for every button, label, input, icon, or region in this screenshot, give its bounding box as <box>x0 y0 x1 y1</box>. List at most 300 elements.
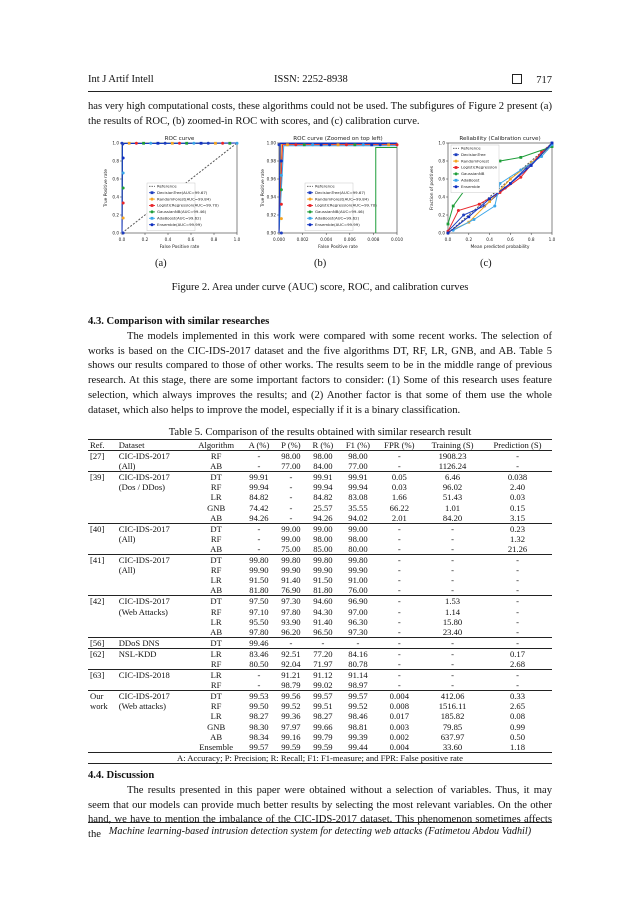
data-marker <box>488 197 491 200</box>
table-cell: 80.78 <box>348 658 368 669</box>
table-cell: 99.53 <box>243 691 276 702</box>
table-cell: - <box>257 461 261 472</box>
legend-entry: AdaBoost <box>461 177 480 183</box>
table-cell: - <box>377 670 423 681</box>
table-cell: - <box>397 658 401 669</box>
intro-paragraph <box>88 100 552 129</box>
table-row <box>88 482 552 492</box>
table-body <box>88 451 552 764</box>
table-cell: - <box>289 482 293 493</box>
table-cell <box>117 722 190 732</box>
table-cell: 6.46 <box>422 472 483 483</box>
table-cell <box>88 575 117 585</box>
table-cell: 81.80 <box>249 585 269 596</box>
table-cell: - <box>377 523 423 534</box>
y-tick-label: 0.6 <box>438 176 445 182</box>
table-cell: - <box>516 616 519 627</box>
table-cell: 91.14 <box>339 670 376 681</box>
data-marker <box>121 142 124 145</box>
table-cell: - <box>422 637 483 648</box>
x-tick-label: 0.6 <box>187 237 195 242</box>
column-header: Ref. <box>88 440 117 451</box>
table-cell: - <box>397 533 401 544</box>
table-row <box>88 492 552 502</box>
table-caption: Table 5. Comparison of the results obtained with similar research result <box>168 427 472 438</box>
table-cell: 1516.11 <box>438 701 467 712</box>
column-header: P (%) <box>275 440 306 451</box>
table-cell: 91.40 <box>281 575 301 586</box>
legend-entry: Reference <box>315 183 335 189</box>
x-tick-label: 0.004 <box>320 237 333 242</box>
data-marker <box>455 185 458 188</box>
data-marker <box>280 188 283 191</box>
data-marker <box>135 142 138 145</box>
table-row <box>88 544 552 555</box>
table-cell: 0.008 <box>389 701 410 712</box>
table-cell: NSL-KDD <box>117 648 190 659</box>
data-marker <box>214 142 217 145</box>
table-cell: - <box>397 680 401 691</box>
table-row <box>88 596 552 607</box>
table-cell: 99.94 <box>249 482 269 493</box>
plot-title: Reliability (Calibration curve) <box>459 136 541 142</box>
table-cell: [42] <box>88 596 117 607</box>
table-cell: 2.65 <box>509 701 526 712</box>
table-row <box>88 722 552 732</box>
table-cell: 0.017 <box>389 711 410 722</box>
table-cell: 84.00 <box>313 461 333 472</box>
legend-entry: Ensemble(AUC=99.99) <box>157 221 202 227</box>
subfigure-label-a: (a) <box>155 258 167 269</box>
data-marker <box>228 142 231 145</box>
table-cell: AB <box>210 543 223 554</box>
table-cell: LR <box>190 648 243 659</box>
table-cell: work <box>90 701 108 712</box>
table-cell: - <box>397 585 401 596</box>
table-cell: - <box>451 585 454 596</box>
table-cell: - <box>257 533 261 544</box>
table-cell: - <box>377 648 423 659</box>
section-4-3-text: The models implemented in this work were compared with some recent works. The selection of works is based on the CIC-IDS-2017 dataset and the five algorithms DT, RF, LR, GNB, and AB. Table 5 shows our results compared to those of other works. The results seem to be in the middle range of previous research. At this stage, there are some important factors to consider: (1) Some of this research uses feature selection, which always improves the results; and (2) Another factor is that some of them use the whole dataset, which also helps to improve the model, especially if it is a binary classification. <box>88 331 552 416</box>
table-cell: RF <box>210 565 222 576</box>
data-marker <box>280 217 283 220</box>
table-cell: 99.00 <box>339 523 376 534</box>
table-cell: - <box>422 648 483 659</box>
y-tick-label: 0.96 <box>266 176 276 182</box>
footer-rule <box>88 822 552 823</box>
table-cell: 79.85 <box>442 721 463 732</box>
table-cell <box>88 680 117 691</box>
data-marker <box>370 143 373 146</box>
page-number-block <box>512 74 552 86</box>
data-marker <box>493 205 496 208</box>
table-cell: 15.80 <box>442 616 463 627</box>
table-cell: - <box>397 543 401 554</box>
data-marker <box>207 142 210 145</box>
table-cell: 97.80 <box>281 606 301 617</box>
table-cell: 97.97 <box>281 721 301 732</box>
table-cell: 77.00 <box>348 461 368 472</box>
table-cell: 0.50 <box>509 731 526 742</box>
legend-entry: RandomForest(AUC=99.84) <box>157 196 211 202</box>
table-cell: - <box>257 543 261 554</box>
table-cell: CIC-IDS-2017 <box>117 472 190 483</box>
table-cell: 25.57 <box>313 502 333 513</box>
table-cell: 1.53 <box>422 596 483 607</box>
data-marker <box>488 200 491 203</box>
table-cell: - <box>397 606 401 617</box>
table-cell: 51.43 <box>442 492 463 503</box>
table-cell: - <box>275 637 306 648</box>
table-cell: 98.97 <box>348 680 368 691</box>
data-marker <box>157 142 160 145</box>
x-tick-label: 0.8 <box>210 237 218 242</box>
table-cell: 74.42 <box>249 502 269 513</box>
table-cell: 412.06 <box>422 691 483 702</box>
table-cell: RF <box>210 658 222 669</box>
table-cell: 98.27 <box>313 711 333 722</box>
table-row <box>88 555 552 566</box>
table-cell: 99.00 <box>275 523 306 534</box>
data-marker <box>473 218 476 221</box>
table-cell: 99.91 <box>243 472 276 483</box>
table-cell: RF <box>210 606 222 617</box>
legend-entry: Ensemble <box>461 183 481 189</box>
legend-entry: Reference <box>157 183 177 189</box>
table-row <box>88 472 552 483</box>
y-tick-label: 0.0 <box>112 230 119 236</box>
x-tick-label: 1.0 <box>548 237 556 242</box>
table-cell: - <box>483 670 552 681</box>
table-cell: 0.004 <box>377 691 423 702</box>
y-tick-label: 0.2 <box>112 212 119 218</box>
table-cell: 76.90 <box>281 585 301 596</box>
table-cell: - <box>377 637 423 648</box>
data-marker <box>171 142 174 145</box>
table-cell: DT <box>190 472 243 483</box>
table-cell: 99.00 <box>307 523 340 534</box>
table-row <box>88 617 552 627</box>
table-cell: 2.40 <box>509 482 526 493</box>
data-marker <box>151 217 154 220</box>
y-axis-label: True Positive rate <box>104 169 109 207</box>
data-marker <box>278 143 281 146</box>
data-marker <box>519 156 522 159</box>
table-cell: 99.79 <box>313 731 333 742</box>
table-cell: 80.50 <box>249 658 269 669</box>
data-marker <box>328 143 331 146</box>
table-row <box>88 523 552 534</box>
column-header: A (%) <box>243 440 276 451</box>
table-cell: - <box>483 596 552 607</box>
table-cell: 84.16 <box>339 648 376 659</box>
y-tick-label: 0.2 <box>438 212 445 218</box>
table-cell: 94.26 <box>313 512 333 523</box>
table-cell: 1.01 <box>445 502 461 513</box>
table-cell: Ensemble <box>199 741 234 752</box>
x-tick-label: 0.000 <box>273 237 285 242</box>
table-cell: 99.59 <box>313 741 333 752</box>
table-cell: 83.46 <box>243 648 276 659</box>
table-cell: 99.90 <box>249 565 269 576</box>
table-row <box>88 461 552 472</box>
data-marker <box>142 142 145 145</box>
table-cell: 98.00 <box>313 451 333 462</box>
table-cell: - <box>516 626 519 637</box>
table-cell: 0.17 <box>483 648 552 659</box>
table-cell: (All) <box>118 533 136 544</box>
table-cell: 99.59 <box>281 741 301 752</box>
data-marker <box>122 217 125 220</box>
table-cell: 99.94 <box>313 482 333 493</box>
table-cell: 91.21 <box>275 670 306 681</box>
table-cell: GNB <box>207 502 226 513</box>
x-tick-label: 0.2 <box>465 237 473 242</box>
table-cell: 23.40 <box>442 626 463 637</box>
y-tick-label: 0.90 <box>266 230 276 236</box>
table-cell: 0.23 <box>483 523 552 534</box>
data-marker <box>309 198 312 201</box>
table-cell <box>117 659 190 670</box>
table-cell: 0.038 <box>483 472 552 483</box>
table-cell: - <box>516 575 519 586</box>
table-cell: Our <box>88 691 117 702</box>
table-cell: 93.90 <box>281 616 301 627</box>
table-cell <box>88 544 117 555</box>
table-cell <box>88 492 117 502</box>
table-cell: DT <box>190 691 243 702</box>
header-rule <box>88 91 552 92</box>
y-tick-label: 0.8 <box>112 158 119 164</box>
legend-entry: DecisionTree <box>461 151 486 157</box>
table-row <box>88 732 552 742</box>
table-cell: - <box>397 451 401 462</box>
table-cell: - <box>451 533 454 544</box>
table-cell: 98.79 <box>281 680 301 691</box>
table-cell <box>117 627 190 638</box>
table-row <box>88 627 552 638</box>
table-cell: 185.82 <box>440 711 465 722</box>
table-row <box>88 648 552 659</box>
table-cell: RF <box>210 680 222 691</box>
table-cell: 99.39 <box>348 731 368 742</box>
table-cell: - <box>422 555 483 566</box>
table-cell: 99.36 <box>281 711 301 722</box>
table-cell: DDoS DNS <box>117 637 190 648</box>
data-marker <box>192 142 195 145</box>
data-marker <box>455 166 458 169</box>
data-marker <box>530 164 533 167</box>
data-marker <box>309 223 312 226</box>
data-marker <box>519 169 522 172</box>
table-cell: 91.40 <box>313 616 333 627</box>
table-cell: 97.30 <box>348 626 368 637</box>
table-cell: 84.82 <box>313 492 333 503</box>
data-marker <box>151 210 154 213</box>
data-marker <box>151 204 154 207</box>
section-4-4-text: The results presented in this paper were obtained without a selection of variables. Thus, it may seem that our models can provide much better results by selecting the most relevant variables. On the other hand, we have to mention the imbalance of the CIC-IDS-2017 dataset. This phenomenon sometimes affects the <box>88 785 552 841</box>
table-cell: - <box>397 616 401 627</box>
table-cell: - <box>397 626 401 637</box>
table-cell: - <box>451 565 454 576</box>
table-cell <box>117 617 190 627</box>
journal-name: Int J Artif Intell <box>88 74 154 85</box>
table-row <box>88 503 552 513</box>
data-marker <box>519 176 522 179</box>
table-cell: AB <box>210 731 223 742</box>
column-header: Training (S) <box>422 440 483 451</box>
data-marker <box>455 153 458 156</box>
data-marker <box>396 143 399 146</box>
table-cell: 99.00 <box>281 533 301 544</box>
data-marker <box>462 214 465 217</box>
legend-entry: LogisticRegression <box>461 164 498 170</box>
table-cell: 99.80 <box>307 555 340 566</box>
table-cell: 92.51 <box>275 648 306 659</box>
table-row <box>88 575 552 585</box>
table-cell: - <box>516 565 519 576</box>
running-footer: Machine learning-based intrusion detection system for detecting web attacks (Fatimetou Abdou Vadhil) <box>108 826 532 837</box>
table-cell: 95.50 <box>249 616 269 627</box>
table-cell: - <box>451 680 454 691</box>
data-marker <box>122 232 125 235</box>
data-marker <box>337 143 340 146</box>
y-tick-label: 0.6 <box>112 176 119 182</box>
table-cell: (Web attacks) <box>118 701 166 712</box>
y-tick-label: 0.0 <box>438 230 445 236</box>
table-cell: 99.57 <box>249 741 269 752</box>
table-row <box>88 711 552 721</box>
table-row <box>88 742 552 753</box>
table-cell <box>117 575 190 585</box>
x-axis-label: False Positive rate <box>318 245 358 250</box>
table-cell: 99.80 <box>339 555 376 566</box>
table-cell: (All) <box>118 565 136 576</box>
legend-entry: RandomForest(AUC=99.84) <box>315 196 369 202</box>
table-cell: [56] <box>88 637 117 648</box>
table-cell: AB <box>210 461 223 472</box>
figure-caption: Figure 2. Area under curve (AUC) score, ROC, and calibration curves <box>171 282 469 293</box>
table-cell: 99.16 <box>281 731 301 742</box>
table-cell: 99.66 <box>313 721 333 732</box>
table-cell: DT <box>190 637 243 648</box>
table-cell: - <box>397 565 401 576</box>
table-cell: - <box>516 461 519 472</box>
table-cell: 637.97 <box>440 731 465 742</box>
table-cell: 94.30 <box>313 606 333 617</box>
data-marker <box>455 172 458 175</box>
table-cell: 77.20 <box>307 648 340 659</box>
table-row <box>88 637 552 648</box>
table-row <box>88 585 552 596</box>
table-cell: RF <box>210 451 222 462</box>
table-cell: 81.80 <box>313 585 333 596</box>
data-marker <box>309 204 312 207</box>
table-cell: 99.80 <box>243 555 276 566</box>
table-cell: 98.00 <box>281 451 301 462</box>
table-cell: [40] <box>88 523 117 534</box>
table-cell: - <box>289 502 293 513</box>
data-marker <box>122 157 125 160</box>
data-marker <box>509 182 512 185</box>
table-cell: 1.14 <box>445 606 461 617</box>
subfigure-label-b: (b) <box>314 258 327 269</box>
table-cell: - <box>377 596 423 607</box>
data-marker <box>164 142 167 145</box>
data-marker <box>455 160 458 163</box>
table-cell <box>117 544 190 555</box>
running-header <box>88 74 552 90</box>
table-cell: - <box>397 461 401 472</box>
table-cell: [39] <box>88 472 117 483</box>
table-cell: [63] <box>88 670 117 681</box>
table-row <box>88 607 552 617</box>
table-cell: 96.30 <box>348 616 368 627</box>
data-marker <box>286 143 289 146</box>
plot-title: ROC curve <box>164 136 195 142</box>
table-cell: - <box>516 680 519 691</box>
table-cell: 99.91 <box>307 472 340 483</box>
legend-entry: GaussianNB <box>461 171 485 177</box>
table-cell <box>117 742 190 753</box>
table-cell: LR <box>210 616 222 627</box>
table-cell <box>117 513 190 524</box>
table-cell: - <box>257 451 261 462</box>
table-cell: 99.50 <box>249 701 269 712</box>
table-cell: 0.004 <box>389 741 410 752</box>
table-row <box>88 451 552 462</box>
table-cell <box>117 711 190 721</box>
table-cell <box>88 585 117 596</box>
table-cell: 33.60 <box>442 741 463 752</box>
table-cell: - <box>516 585 519 596</box>
plot-title: ROC curve (Zoomed on top left) <box>293 136 383 142</box>
column-header: FPR (%) <box>377 440 423 451</box>
table-cell <box>88 482 117 492</box>
y-tick-label: 0.92 <box>266 212 276 218</box>
table-cell <box>88 513 117 524</box>
x-tick-label: 1.0 <box>233 237 241 242</box>
table-cell: 99.94 <box>348 482 368 493</box>
table-cell: 0.05 <box>377 472 423 483</box>
table-cell: 0.03 <box>391 482 407 493</box>
data-marker <box>294 143 297 146</box>
table-cell: 99.51 <box>313 701 333 712</box>
y-axis-label: True Positive rate <box>261 169 266 207</box>
y-tick-label: 0.4 <box>438 194 445 200</box>
table-cell: 99.46 <box>243 637 276 648</box>
table-cell: 96.90 <box>339 596 376 607</box>
table-cell: 1126.24 <box>438 461 467 472</box>
table-cell: - <box>483 637 552 648</box>
table-header-row <box>88 440 552 451</box>
table-cell: 2.01 <box>391 512 407 523</box>
section-4-3-paragraph <box>88 330 552 418</box>
y-tick-label: 1.0 <box>112 140 119 146</box>
table-cell: 97.00 <box>348 606 368 617</box>
table-cell: AB <box>210 512 223 523</box>
column-header: Prediction (S) <box>483 440 552 451</box>
x-tick-label: 0.008 <box>367 237 380 242</box>
x-tick-label: 0.0 <box>444 237 452 242</box>
table-cell: 96.50 <box>313 626 333 637</box>
section-heading-4-4: 4.4. Discussion <box>88 770 155 781</box>
legend-entry: RandomForest <box>461 158 490 164</box>
data-marker <box>128 142 131 145</box>
x-tick-label: 0.8 <box>527 237 535 242</box>
y-tick-label: 0.98 <box>266 158 276 164</box>
table-cell: LR <box>190 670 243 681</box>
